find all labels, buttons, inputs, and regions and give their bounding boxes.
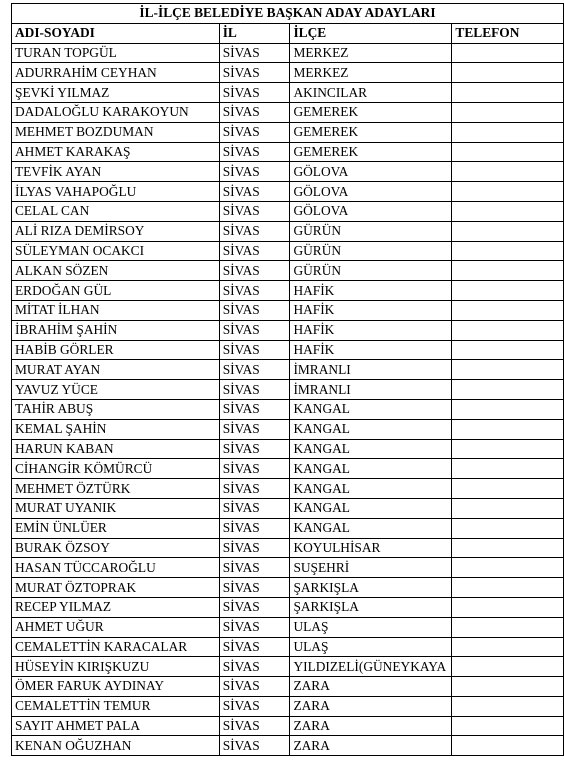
cell-province: SİVAS [219, 261, 290, 281]
cell-name: CEMALETTİN TEMUR [12, 696, 220, 716]
cell-phone [452, 182, 564, 202]
table-row [12, 736, 564, 756]
cell-district: GÜRÜN [290, 241, 452, 261]
table-row [12, 142, 564, 162]
cell-district: GÖLOVA [290, 162, 452, 182]
cell-phone [452, 736, 564, 756]
cell-province: SİVAS [219, 657, 290, 677]
table-row [12, 221, 564, 241]
cell-phone [452, 63, 564, 83]
cell-name: DADALOĞLU KARAKOYUN [12, 102, 220, 122]
cell-phone [452, 716, 564, 736]
header-phone: TELEFON [452, 23, 564, 43]
cell-province: SİVAS [219, 439, 290, 459]
cell-name: ALKAN SÖZEN [12, 261, 220, 281]
cell-phone [452, 43, 564, 63]
cell-name: RECEP YILMAZ [12, 597, 220, 617]
cell-district: GÖLOVA [290, 201, 452, 221]
cell-phone [452, 360, 564, 380]
cell-district: SUŞEHRİ [290, 558, 452, 578]
table-row [12, 716, 564, 736]
table-row [12, 459, 564, 479]
cell-district: ULAŞ [290, 637, 452, 657]
table-row [12, 162, 564, 182]
table-row [12, 439, 564, 459]
cell-phone [452, 162, 564, 182]
cell-district: İMRANLI [290, 380, 452, 400]
table-row [12, 518, 564, 538]
cell-district: KOYULHİSAR [290, 538, 452, 558]
cell-province: SİVAS [219, 320, 290, 340]
cell-name: HARUN KABAN [12, 439, 220, 459]
cell-province: SİVAS [219, 419, 290, 439]
table-row [12, 677, 564, 697]
cell-province: SİVAS [219, 360, 290, 380]
table-row [12, 281, 564, 301]
cell-district: ŞARKIŞLA [290, 597, 452, 617]
cell-province: SİVAS [219, 182, 290, 202]
cell-name: CİHANGİR KÖMÜRCÜ [12, 459, 220, 479]
cell-phone [452, 340, 564, 360]
cell-district: KANGAL [290, 479, 452, 499]
cell-phone [452, 479, 564, 499]
table-row [12, 538, 564, 558]
header-name: ADI-SOYADI [12, 23, 220, 43]
cell-name: MURAT ÖZTOPRAK [12, 578, 220, 598]
cell-district: GÜRÜN [290, 261, 452, 281]
cell-district: GEMEREK [290, 102, 452, 122]
header-district: İLÇE [290, 23, 452, 43]
cell-province: SİVAS [219, 162, 290, 182]
cell-district: KANGAL [290, 439, 452, 459]
cell-province: SİVAS [219, 479, 290, 499]
cell-district: GEMEREK [290, 122, 452, 142]
cell-name: BURAK ÖZSOY [12, 538, 220, 558]
cell-name: MEHMET ÖZTÜRK [12, 479, 220, 499]
table-row [12, 479, 564, 499]
cell-district: KANGAL [290, 399, 452, 419]
cell-name: İBRAHİM ŞAHİN [12, 320, 220, 340]
cell-district: ULAŞ [290, 617, 452, 637]
cell-phone [452, 221, 564, 241]
cell-name: ADURRAHİM CEYHAN [12, 63, 220, 83]
cell-name: HABİB GÖRLER [12, 340, 220, 360]
table-row [12, 261, 564, 281]
table-row [12, 182, 564, 202]
cell-province: SİVAS [219, 399, 290, 419]
cell-district: KANGAL [290, 498, 452, 518]
cell-province: SİVAS [219, 142, 290, 162]
cell-name: YAVUZ YÜCE [12, 380, 220, 400]
cell-province: SİVAS [219, 122, 290, 142]
table-row [12, 617, 564, 637]
cell-name: MİTAT İLHAN [12, 300, 220, 320]
cell-phone [452, 637, 564, 657]
cell-district: YILDIZELİ(GÜNEYKAYA [290, 657, 452, 677]
cell-district: AKINCILAR [290, 83, 452, 103]
cell-province: SİVAS [219, 518, 290, 538]
cell-phone [452, 102, 564, 122]
cell-district: ZARA [290, 736, 452, 756]
document-title: İL-İLÇE BELEDİYE BAŞKAN ADAY ADAYLARI [12, 4, 564, 24]
cell-district: HAFİK [290, 281, 452, 301]
cell-name: SÜLEYMAN OCAKCI [12, 241, 220, 261]
cell-district: MERKEZ [290, 63, 452, 83]
cell-name: ERDOĞAN GÜL [12, 281, 220, 301]
cell-province: SİVAS [219, 637, 290, 657]
cell-province: SİVAS [219, 716, 290, 736]
cell-phone [452, 617, 564, 637]
cell-name: AHMET UĞUR [12, 617, 220, 637]
cell-province: SİVAS [219, 558, 290, 578]
table-row [12, 201, 564, 221]
cell-district: HAFİK [290, 340, 452, 360]
cell-phone [452, 459, 564, 479]
cell-phone [452, 439, 564, 459]
cell-name: TEVFİK AYAN [12, 162, 220, 182]
cell-name: SAYIT AHMET PALA [12, 716, 220, 736]
cell-phone [452, 677, 564, 697]
cell-district: KANGAL [290, 459, 452, 479]
cell-province: SİVAS [219, 696, 290, 716]
cell-phone [452, 657, 564, 677]
cell-province: SİVAS [219, 459, 290, 479]
cell-province: SİVAS [219, 201, 290, 221]
cell-province: SİVAS [219, 102, 290, 122]
cell-phone [452, 320, 564, 340]
cell-province: SİVAS [219, 677, 290, 697]
cell-district: HAFİK [290, 320, 452, 340]
cell-name: HÜSEYİN KIRIŞKUZU [12, 657, 220, 677]
table-row [12, 300, 564, 320]
cell-phone [452, 558, 564, 578]
cell-phone [452, 281, 564, 301]
cell-phone [452, 578, 564, 598]
cell-district: GÜRÜN [290, 221, 452, 241]
cell-province: SİVAS [219, 340, 290, 360]
cell-phone [452, 122, 564, 142]
table-row [12, 657, 564, 677]
cell-district: MERKEZ [290, 43, 452, 63]
cell-province: SİVAS [219, 43, 290, 63]
cell-province: SİVAS [219, 300, 290, 320]
cell-phone [452, 498, 564, 518]
cell-district: GEMEREK [290, 142, 452, 162]
cell-phone [452, 83, 564, 103]
cell-name: TURAN TOPGÜL [12, 43, 220, 63]
cell-province: SİVAS [219, 380, 290, 400]
cell-district: HAFİK [290, 300, 452, 320]
table-row [12, 241, 564, 261]
table-row [12, 419, 564, 439]
cell-phone [452, 399, 564, 419]
cell-district: ZARA [290, 716, 452, 736]
cell-phone [452, 142, 564, 162]
cell-name: CEMALETTİN KARACALAR [12, 637, 220, 657]
table-row [12, 597, 564, 617]
table-row [12, 320, 564, 340]
cell-name: ŞEVKİ YILMAZ [12, 83, 220, 103]
table-row [12, 340, 564, 360]
cell-province: SİVAS [219, 736, 290, 756]
candidate-table [11, 3, 564, 756]
cell-district: İMRANLI [290, 360, 452, 380]
cell-district: KANGAL [290, 419, 452, 439]
table-row [12, 498, 564, 518]
cell-name: İLYAS VAHAPOĞLU [12, 182, 220, 202]
cell-phone [452, 300, 564, 320]
cell-province: SİVAS [219, 538, 290, 558]
table-row [12, 380, 564, 400]
table-row [12, 399, 564, 419]
table-row [12, 637, 564, 657]
cell-district: ŞARKIŞLA [290, 578, 452, 598]
cell-province: SİVAS [219, 597, 290, 617]
table-row [12, 43, 564, 63]
cell-phone [452, 261, 564, 281]
cell-name: ALİ RIZA DEMİRSOY [12, 221, 220, 241]
cell-province: SİVAS [219, 241, 290, 261]
cell-province: SİVAS [219, 63, 290, 83]
table-row [12, 578, 564, 598]
cell-phone [452, 201, 564, 221]
cell-name: EMİN ÜNLÜER [12, 518, 220, 538]
cell-province: SİVAS [219, 498, 290, 518]
table-row [12, 696, 564, 716]
cell-district: KANGAL [290, 518, 452, 538]
table-row [12, 360, 564, 380]
cell-province: SİVAS [219, 221, 290, 241]
cell-phone [452, 380, 564, 400]
header-province: İL [219, 23, 290, 43]
cell-province: SİVAS [219, 281, 290, 301]
cell-name: MEHMET BOZDUMAN [12, 122, 220, 142]
cell-province: SİVAS [219, 83, 290, 103]
cell-province: SİVAS [219, 617, 290, 637]
cell-name: KEMAL ŞAHİN [12, 419, 220, 439]
header-row [12, 23, 564, 43]
table-row [12, 83, 564, 103]
table-row [12, 63, 564, 83]
cell-name: MURAT UYANIK [12, 498, 220, 518]
cell-phone [452, 597, 564, 617]
cell-name: HASAN TÜCCAROĞLU [12, 558, 220, 578]
title-row [12, 4, 564, 24]
table-row [12, 102, 564, 122]
cell-name: KENAN OĞUZHAN [12, 736, 220, 756]
cell-name: ÖMER FARUK AYDINAY [12, 677, 220, 697]
cell-phone [452, 419, 564, 439]
cell-phone [452, 241, 564, 261]
cell-province: SİVAS [219, 578, 290, 598]
cell-district: ZARA [290, 696, 452, 716]
cell-phone [452, 696, 564, 716]
cell-district: GÖLOVA [290, 182, 452, 202]
cell-phone [452, 538, 564, 558]
table-row [12, 122, 564, 142]
cell-name: AHMET KARAKAŞ [12, 142, 220, 162]
cell-name: CELAL CAN [12, 201, 220, 221]
cell-name: MURAT AYAN [12, 360, 220, 380]
table-row [12, 558, 564, 578]
cell-phone [452, 518, 564, 538]
cell-district: ZARA [290, 677, 452, 697]
cell-name: TAHİR ABUŞ [12, 399, 220, 419]
